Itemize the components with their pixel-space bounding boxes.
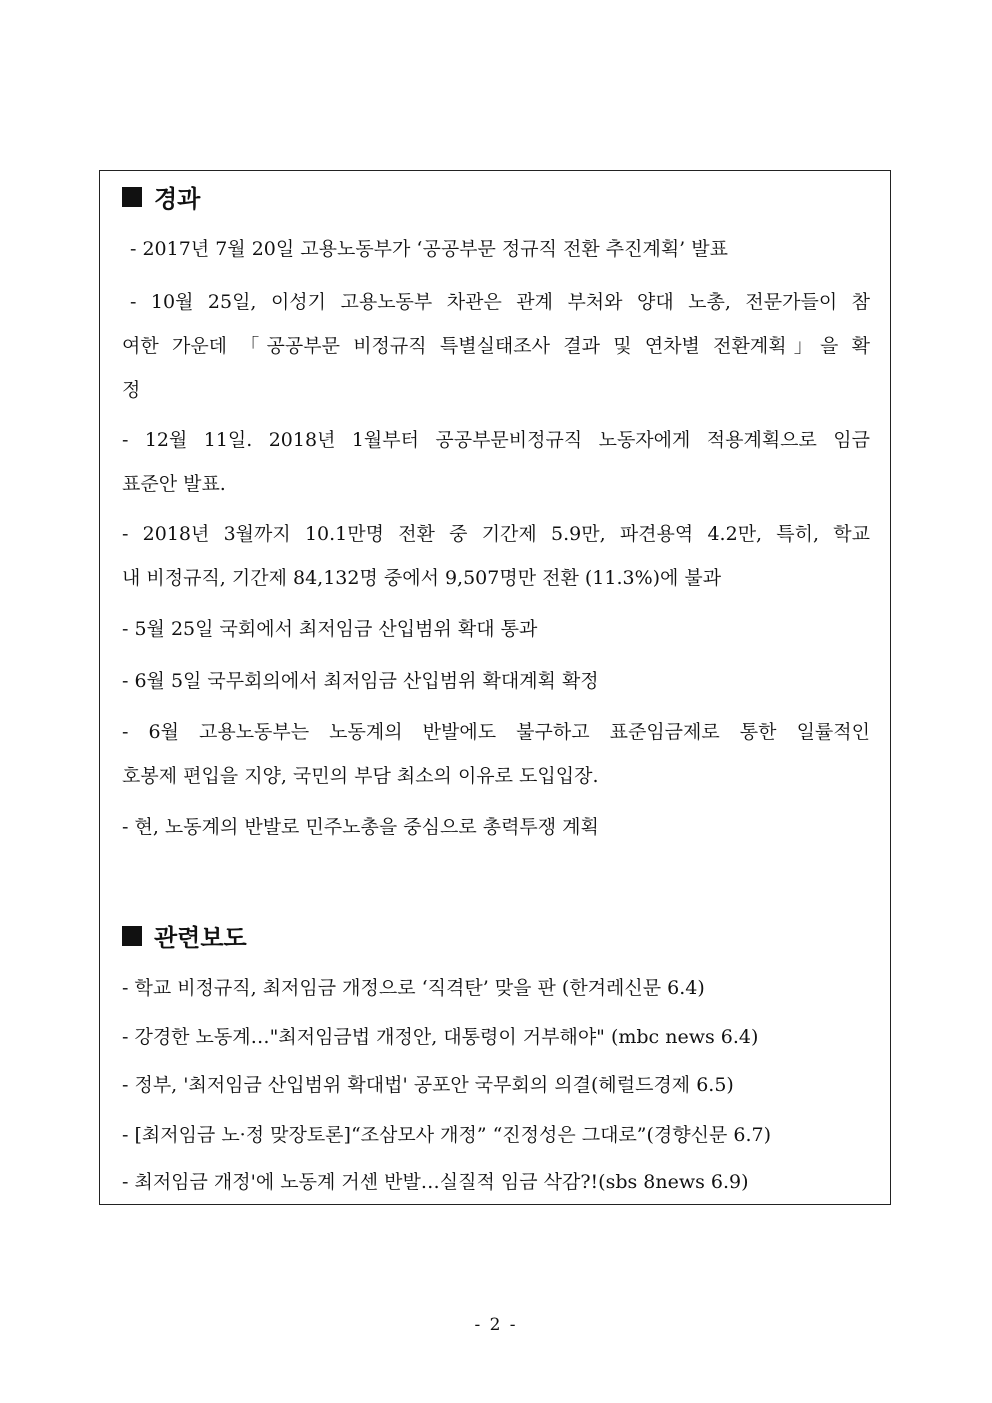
progress-line-7: - 2018년 3월까지 10.1만명 전환 중 기간제 5.9만, 파견용역 4.2만, 특히, 학교 <box>122 524 870 544</box>
progress-line-1: - 2017년 7월 20일 고용노동부가 ‘공공부문 정규직 전환 추진계획’ 발표 <box>130 239 728 259</box>
news-line-3: - 정부, '최저임금 산입범위 확대법' 공포안 국무회의 의결(헤럴드경제 6.5) <box>122 1075 734 1095</box>
progress-heading-text: 경과 <box>154 184 201 213</box>
progress-line-6: 표준안 발표. <box>122 474 226 494</box>
progress-heading <box>122 179 200 214</box>
square-bullet-icon <box>122 187 142 207</box>
news-line-2: - 강경한 노동계…"최저임금법 개정안, 대통령이 거부해야" (mbc news 6.4) <box>122 1027 759 1047</box>
progress-line-5: - 12월 11일. 2018년 1월부터 공공부문비정규직 노동자에게 적용계획으로 임금 <box>122 430 870 450</box>
news-line-4: - [최저임금 노·정 맞장토론]“조삼모사 개정” “진정성은 그대로”(경향신문 6.7) <box>122 1125 772 1145</box>
progress-line-11: - 6월 고용노동부는 노동계의 반발에도 불구하고 표준임금제로 통한 일률적인 <box>122 722 870 742</box>
progress-line-13: - 현, 노동계의 반발로 민주노총을 중심으로 총력투쟁 계획 <box>122 817 599 837</box>
news-line-1: - 학교 비정규직, 최저임금 개정으로 ‘직격탄’ 맞을 판 (한겨레신문 6.4) <box>122 978 705 998</box>
progress-line-10: - 6월 5일 국무회의에서 최저임금 산입범위 확대계획 확정 <box>122 671 599 691</box>
content-box <box>99 170 891 1205</box>
square-bullet-icon <box>122 926 142 946</box>
progress-line-9: - 5월 25일 국회에서 최저임금 산입범위 확대 통과 <box>122 619 538 639</box>
news-heading-text: 관련보도 <box>154 923 247 952</box>
progress-line-3: 여한 가운데 「공공부문 비정규직 특별실태조사 결과 및 연차별 전환계획」을 확 <box>122 336 870 356</box>
page-number: - 2 - <box>474 1315 518 1335</box>
progress-line-12: 호봉제 편입을 지양, 국민의 부담 최소의 이유로 도입입장. <box>122 766 599 786</box>
progress-line-8: 내 비정규직, 기간제 84,132명 중에서 9,507명만 전환 (11.3%)에 불과 <box>122 568 722 588</box>
progress-line-2: - 10월 25일, 이성기 고용노동부 차관은 관계 부처와 양대 노총, 전문가들이 참 <box>130 292 870 312</box>
news-line-5: - 최저임금 개정'에 노동계 거센 반발…실질적 임금 삭감?!(sbs 8news 6.9) <box>122 1172 749 1192</box>
progress-line-4: 정 <box>122 380 141 400</box>
news-heading <box>122 918 247 953</box>
